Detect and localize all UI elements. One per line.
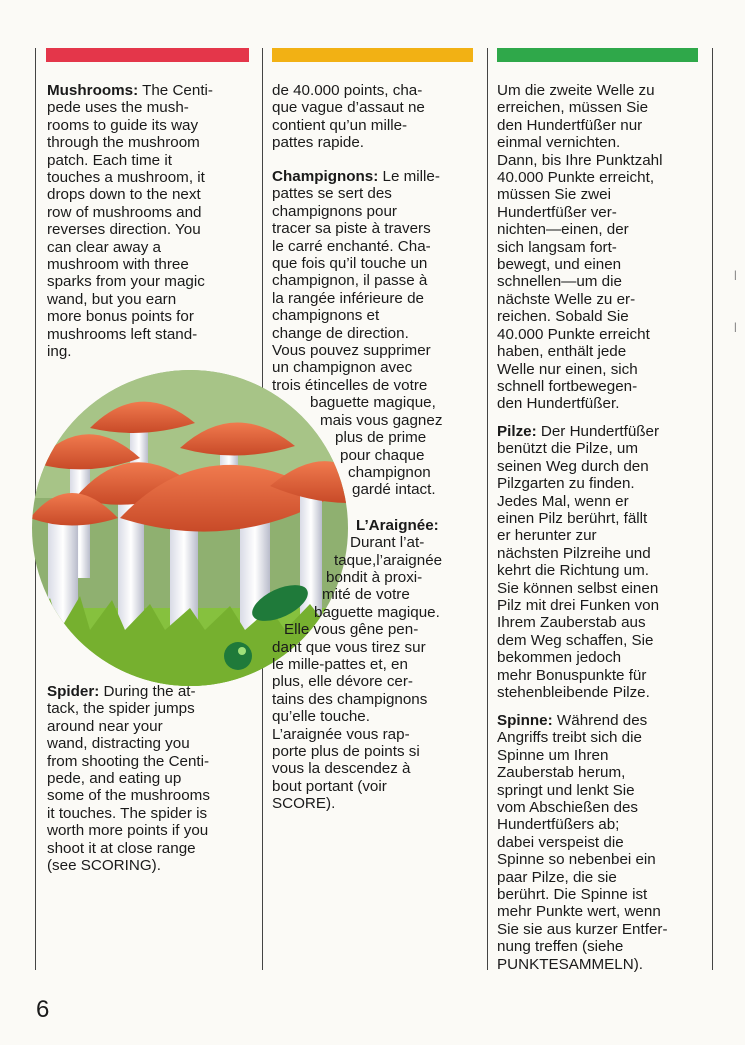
text-line: tracer sa piste à travers — [272, 220, 431, 238]
text-line: haben, enthält jede — [497, 343, 627, 361]
text-line: Jedes Mal, wenn er — [497, 492, 629, 510]
text-line: müssen Sie zwei — [497, 186, 611, 204]
text-line: Der Hundertfüßer — [536, 423, 660, 440]
text-line: paar Pilze, die sie — [497, 868, 617, 886]
text-line: Durant l’at- — [350, 534, 425, 552]
text-line: le mille-pattes et, en — [272, 655, 408, 673]
text-line: nächste Welle zu er- — [497, 290, 636, 308]
text-line: que fois qu’il touche un — [272, 255, 428, 273]
text-line: pour chaque — [340, 446, 425, 464]
text-line: Ihrem Zauberstab aus — [497, 614, 646, 632]
text-line: erreichen, müssen Sie — [497, 99, 649, 117]
pilze-heading: Pilze: — [497, 423, 537, 440]
text-line: it touches. The spider is — [47, 804, 208, 822]
text-line: row of mushrooms and — [47, 203, 202, 221]
text-line: pattes se sert des — [272, 185, 392, 203]
text-line: reichen. Sobald Sie — [497, 308, 629, 326]
text-line: bewegt, und einen — [497, 256, 622, 274]
text-line: bout portant (voir — [272, 777, 387, 795]
text-line: around near your — [47, 717, 163, 735]
text-line: pattes rapide. — [272, 134, 365, 152]
text-line: shoot it at close range — [47, 839, 196, 857]
text-line: dabei verspeist die — [497, 833, 624, 851]
text-line: Spinne so nebenbei ein — [497, 851, 656, 869]
text-line: 40.000 Punkte erreicht — [497, 325, 650, 343]
text-line: mehr Punkte wert, wenn — [497, 903, 661, 921]
text-line: Spinne um Ihren — [497, 746, 609, 764]
french-intro — [272, 82, 477, 152]
text-line: Welle nur einen, sich — [497, 360, 638, 378]
text-line: porte plus de points si — [272, 743, 420, 760]
text-line: patch. Each time it — [47, 151, 172, 169]
text-line: SCORE). — [272, 795, 336, 813]
text-line: er herunter zur — [497, 527, 597, 545]
text-line: mushrooms left stand- — [47, 325, 198, 343]
champignons-heading: Champignons: — [272, 168, 379, 185]
text-line: bondit à proxi- — [326, 568, 423, 586]
text-line: nächsten Pilzreihe und — [497, 544, 651, 562]
text-line: baguette magique, — [310, 394, 436, 412]
text-line: seinen Weg durch den — [497, 457, 649, 475]
text-line: pede, and eating up — [47, 770, 182, 788]
text-line: champignons et — [272, 307, 380, 325]
spinne-section-de — [497, 712, 709, 973]
mushrooms-section-en — [47, 82, 247, 361]
text-line: Sie können selbst einen — [497, 579, 659, 597]
mushrooms-heading: Mushrooms: — [47, 82, 139, 99]
text-line: wand, but you earn — [47, 290, 177, 308]
text-line: tack, the spider jumps — [47, 700, 195, 718]
text-line: champignons pour — [272, 202, 397, 220]
text-line: mehr Bonuspunkte für — [497, 666, 647, 684]
text-line: change de direction. — [272, 324, 409, 342]
text-line: plus de prime — [335, 429, 427, 447]
text-line: nichten—einen, der — [497, 221, 629, 239]
champignons-section-fr — [272, 168, 477, 813]
text-line: stehenbleibende Pilze. — [497, 684, 650, 702]
text-line: from shooting the Centi- — [47, 752, 210, 770]
text-line: le carré enchanté. Cha- — [272, 237, 431, 255]
spinne-heading: Spinne: — [497, 712, 553, 729]
text-line: worth more points if you — [47, 822, 209, 840]
spider-heading: Spider: — [47, 683, 100, 700]
text-line: dem Weg schaffen, Sie — [497, 631, 654, 649]
text-line: que vague d’assaut ne — [272, 99, 425, 117]
text-line: Vous pouvez supprimer — [272, 342, 431, 360]
text-line: Hundertfüßers ab; — [497, 816, 620, 834]
text-line: 40.000 Punkte erreicht, — [497, 169, 655, 187]
text-line: berührt. Die Spinne ist — [497, 886, 648, 904]
text-line: den Hundertfüßer nur — [497, 116, 643, 134]
text-line: la rangée inférieure de — [272, 289, 424, 307]
text-line: schnellen—um die — [497, 273, 622, 291]
text-line: sparks from your magic — [47, 273, 205, 291]
column-divider-2 — [487, 48, 488, 970]
pilze-section-de — [497, 423, 709, 702]
english-color-bar — [46, 48, 249, 62]
text-line: Pilz mit drei Funken von — [497, 597, 660, 615]
text-line: some of the mushrooms — [47, 787, 210, 805]
text-line: de 40.000 points, cha- — [272, 82, 423, 99]
araignee-heading: L’Araignée: — [356, 516, 439, 534]
text-line: touches a mushroom, it — [47, 169, 205, 187]
text-line: un champignon avec — [272, 359, 413, 377]
text-line: mushroom with three — [47, 256, 189, 274]
text-line: champignon, il passe à — [272, 272, 428, 290]
text-line: mité de votre — [322, 586, 410, 604]
text-line: During the at- — [99, 683, 196, 700]
text-line: taque,l’araignée — [334, 551, 443, 569]
text-line: tains des champignons — [272, 690, 428, 708]
text-line: springt und lenkt Sie — [497, 781, 635, 799]
text-line: sich langsam fort- — [497, 238, 617, 256]
text-line: champignon — [348, 463, 431, 481]
text-line: schnell fortbewegen- — [497, 377, 638, 395]
edge-mark: | — [734, 270, 737, 281]
text-line: more bonus points for — [47, 308, 194, 326]
text-line: reverses direction. You — [47, 221, 201, 239]
text-line: Le mille- — [378, 168, 440, 185]
text-line: rooms to guide its way — [47, 116, 199, 134]
text-line: trois étincelles de votre — [272, 376, 428, 394]
text-line: The Centi- — [138, 82, 213, 99]
text-line: dant que vous tirez sur — [272, 638, 426, 656]
text-line: den Hundertfüßer. — [497, 395, 620, 413]
french-color-bar — [272, 48, 473, 62]
text-line: einen Pilz berührt, fällt — [497, 510, 648, 528]
text-line: drops down to the next — [47, 186, 201, 204]
edge-mark: | — [734, 322, 737, 333]
text-line: kehrt die Richtung um. — [497, 562, 649, 580]
text-line: Hundertfüßer ver- — [497, 203, 617, 221]
text-line: vous la descendez à — [272, 760, 411, 778]
text-line: qu’elle touche. — [272, 708, 370, 726]
text-line: gardé intact. — [352, 481, 436, 499]
text-line: mais vous gagnez — [320, 411, 443, 429]
text-line: plus, elle dévore cer- — [272, 673, 413, 691]
text-line: Pilzgarten zu finden. — [497, 475, 635, 493]
text-line: benützt die Pilze, um — [497, 440, 638, 458]
text-line: Zauberstab herum, — [497, 764, 626, 782]
column-divider-right — [712, 48, 713, 970]
text-line: Sie sie aus kurzer Entfer- — [497, 920, 668, 938]
text-line: Während des — [552, 712, 648, 729]
page-number: 6 — [36, 996, 50, 1023]
text-line: pede uses the mush- — [47, 99, 189, 117]
text-line: bekommen jedoch — [497, 649, 622, 667]
text-line: L’araignée vous rap- — [272, 725, 410, 743]
text-line: Um die zweite Welle zu — [497, 82, 655, 99]
text-line: contient qu’un mille- — [272, 116, 408, 134]
text-line: wand, distracting you — [47, 735, 190, 753]
spider-section-en — [47, 683, 252, 874]
text-line: vom Abschießen des — [497, 799, 638, 817]
text-line: can clear away a — [47, 238, 161, 256]
text-line: ing. — [47, 343, 72, 361]
german-intro — [497, 82, 707, 413]
text-line: Dann, bis Ihre Punktzahl — [497, 151, 663, 169]
text-line: Elle vous gêne pen- — [284, 621, 419, 639]
text-line: through the mushroom — [47, 134, 200, 152]
text-line: einmal vernichten. — [497, 134, 621, 152]
text-line: baguette magique. — [314, 603, 440, 621]
text-line: (see SCORING). — [47, 857, 161, 875]
text-line: nung treffen (siehe — [497, 938, 624, 956]
german-color-bar — [497, 48, 698, 62]
text-line: PUNKTESAMMELN). — [497, 955, 643, 973]
text-line: Angriffs treibt sich die — [497, 729, 642, 747]
